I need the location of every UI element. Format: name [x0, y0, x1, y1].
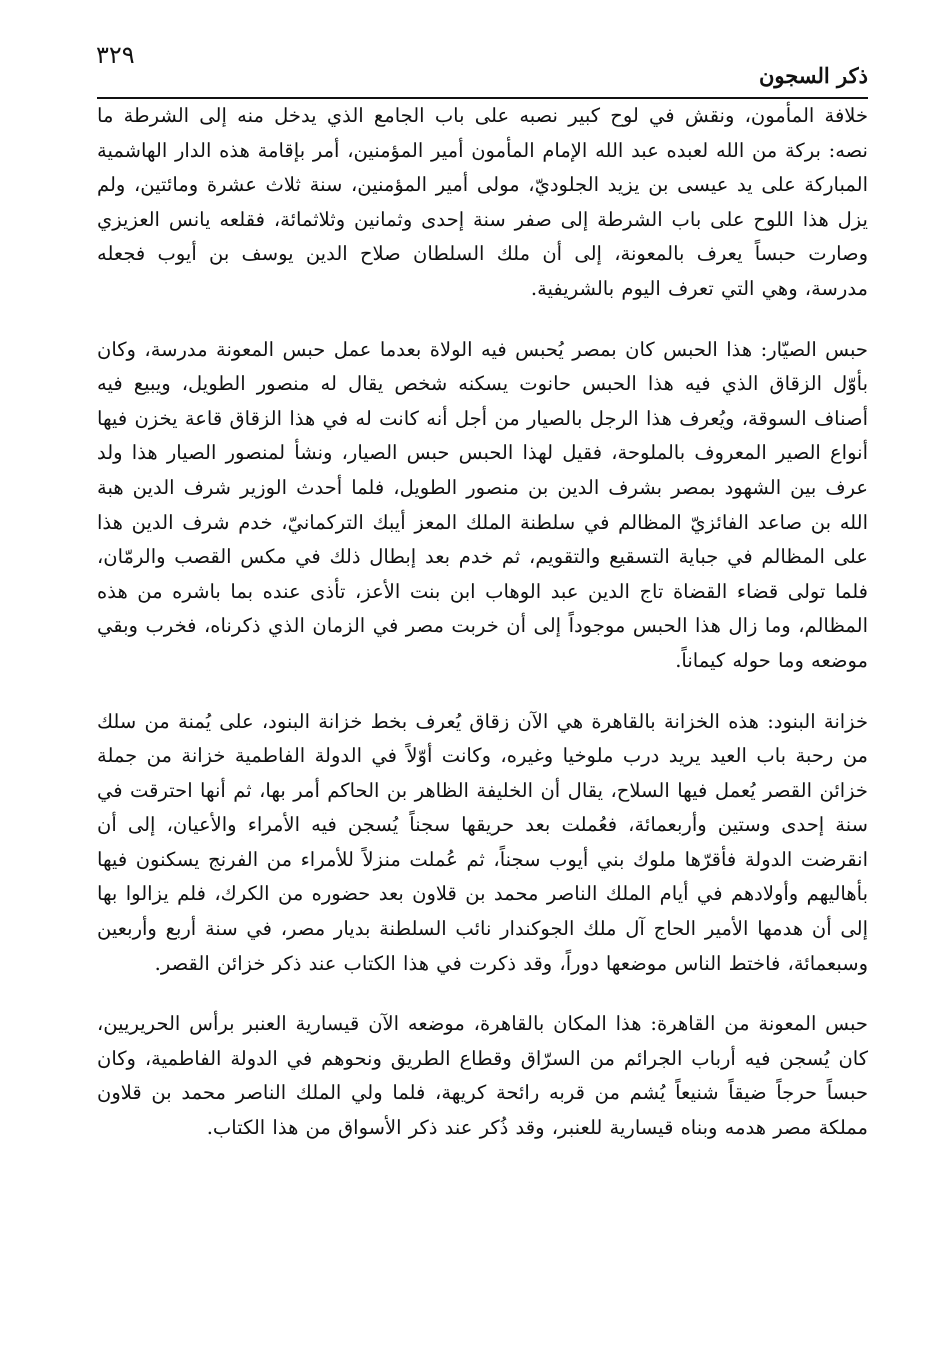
page-number: ٣٢٩: [96, 41, 135, 69]
paragraph-habs-al-maouna: [97, 1007, 868, 1145]
text-body: [97, 99, 868, 1146]
entry-heading: حبس المعونة من القاهرة:: [650, 1012, 868, 1036]
paragraph-text: هذا الحبس كان بمصر يُحبس فيه الولاة بعدما عمل حبس المعونة مدرسة، وكان بأوّل الزقاق الذي فيه هذا الحبس حانوت يسكنه شخص يقال له منصور الطويل، ويبيع فيه أصناف السوقة، ويُعرف هذا الرجل بالصيار من أجل أنه كانت له في هذا الزقاق قاعة يخزن فيها أنواع الصير المعروف بالملوحة، فقيل لهذا الحبس حبس الصيار، ونشأ لمنصور الصيار هذا ولد عرف بين الشهود بمصر بشرف الدين بن منصور الطويل، فلما أحدث الوزير شرف الدين هبة الله بن صاعد الفائزيّ المظالم في سلطنة الملك المعز أيبك التركمانيّ، خدم شرف الدين هذا على المظالم في جباية التسقيع والتقويم، ثم خدم بعد إبطال ذلك في مكس القصب والرمّان، فلما تولى قضاء القضاة تاج الدين عبد الوهاب ابن بنت الأعز، تأذى عنده بما باشره من هذه المظالم، وما زال هذا الحبس موجوداً إلى أن خربت مصر في الزمان الذي ذكرناه، فخرب وبقي موضعه وما حوله كيماناً.: [97, 337, 868, 672]
paragraph-habs-al-sayyar: [97, 333, 868, 679]
paragraph-text: هذه الخزانة بالقاهرة هي الآن زقاق يُعرف بخط خزانة البنود، على يُمنة من سلك من رحبة باب العيد يريد درب ملوخيا وغيره، وكانت أوّلاً في الدولة الفاطمية خزانة من جملة خزائن القصر يُعمل فيها السلاح، يقال أن الخليفة الظاهر بن الحاكم أمر بها، ثم أنها احترقت في سنة إحدى وستين وأربعمائة، فعُملت بعد حريقها سجناً يُسجن فيه الأمراء والأعيان، إلى أن انقرضت الدولة فأقرّها ملوك بني أيوب سجناً، ثم عُملت منزلاً للأمراء من الفرنج يسكنون فيها بأهاليهم وأولادهم في أيام الملك الناصر محمد بن قلاون بعد حضوره من الكرك، فلم يزالوا بها إلى أن هدمها الأمير الحاج آل ملك الجوكندار نائب السلطنة بديار مصر، في سنة أربع وأربعين وسبعمائة، فاختط الناس موضعها دوراً، وقد ذكرت في هذا الكتاب عند ذكر خزائن القصر.: [97, 709, 868, 975]
paragraph-text: خلافة المأمون، ونقش في لوح كبير نصبه على باب الجامع الذي يدخل منه إلى الشرطة ما نصه: بركة من الله لعبده عبد الله الإمام المأمون أمير المؤمنين، أمر بإقامة هذه الدار الهاشمية المباركة على يد عيسى بن يزيد الجلوديّ، مولى أمير المؤمنين، سنة ثلاث عشرة ومائتين، ولم يزل هذا اللوح على باب الشرطة إلى صفر سنة إحدى وثمانين وثلاثمائة، فقلعه يانس العزيزي وصارت حبساً يعرف بالمعونة، إلى أن ملك السلطان صلاح الدين يوسف بن أيوب فجعله مدرسة، وهي التي تعرف اليوم بالشريفية.: [97, 104, 868, 300]
running-head: ذكر السجون: [758, 63, 868, 88]
paragraph-khizanat-al-bunud: [97, 705, 868, 982]
paragraph-text: هذا المكان بالقاهرة، موضعه الآن قيسارية العنبر برأس الحريريين، كان يُسجن فيه أرباب الجرائم من السرّاق وقطاع الطريق ونحوهم في الدولة الفاطمية، وكان حبساً حرجاً ضيقاً شنيعاً يُشم من قربه رائحة كريهة، فلما ولي الملك الناصر محمد بن قلاون مملكة مصر هدمه وبناه قيسارية للعنبر، وقد ذُكر عند ذكر الأسواق من هذا الكتاب.: [97, 1012, 868, 1140]
entry-heading: حبس الصيّار:: [760, 337, 868, 361]
entry-heading: خزانة البنود:: [767, 709, 868, 733]
paragraph-continuation: [97, 99, 868, 307]
